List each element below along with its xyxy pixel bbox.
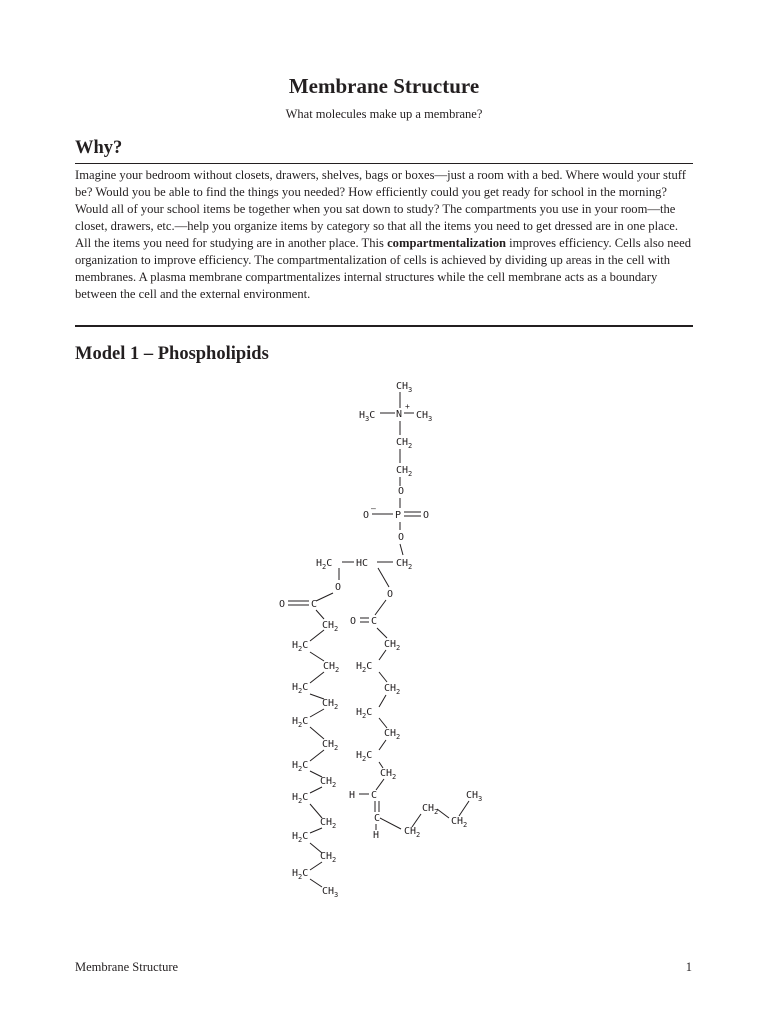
atom-label: $CH_3$ (466, 790, 483, 803)
atom-label: $H_2C$ (316, 558, 333, 571)
atom-label: O (335, 582, 342, 593)
atom-label: + (405, 402, 410, 411)
atom-label: $CH_2$ (380, 768, 397, 781)
section-divider (75, 325, 693, 327)
bond-line (310, 828, 322, 833)
why-text-end: improves efficiency. Cells also need organization to improve efficiency. The compartmentalization of cells is achieved by dividing up areas in the cell with membranes. A plasma membrane compartmentalizes internal structures while the cell membrane acts as a boundary between the cell and the external environment. (75, 236, 692, 301)
why-rule (75, 163, 693, 164)
bond-line (377, 628, 387, 638)
atom-label: O (387, 589, 394, 600)
footer-title: Membrane Structure (75, 960, 179, 974)
atom-label: O (398, 532, 405, 543)
atom-label: $CH_2$ (404, 826, 421, 839)
atom-label: $H_2C$ (292, 792, 309, 805)
bond-line (310, 709, 324, 717)
atom-label: $CH_2$ (320, 851, 337, 864)
atom-label: $H_2C$ (292, 682, 309, 695)
page-subtitle: What molecules make up a membrane? (285, 107, 483, 121)
atom-label: $H_2C$ (356, 750, 373, 763)
phospholipid-structure-diagram (260, 372, 510, 902)
atom-label: $H_2C$ (356, 661, 373, 674)
atom-label: O (350, 616, 357, 627)
bond-line (378, 568, 389, 587)
atom-label: O (363, 510, 370, 521)
bond-line (437, 809, 449, 818)
atom-label: $CH_2$ (451, 816, 468, 829)
atom-label: $CH_2$ (396, 465, 413, 478)
bond-line (310, 787, 322, 793)
atom-label: C (371, 790, 378, 801)
atom-label: N (396, 409, 403, 420)
bond-line (310, 727, 324, 739)
atom-label: $CH_2$ (384, 683, 401, 696)
bond-line (459, 801, 469, 816)
atom-label: H (373, 830, 380, 841)
bond-line (379, 650, 386, 660)
page-title: Membrane Structure (288, 74, 480, 98)
atom-label: $CH_2$ (384, 728, 401, 741)
atom-label: $H_2C$ (292, 831, 309, 844)
bond-line (379, 695, 386, 707)
bond-line (379, 718, 387, 728)
page-number: 1 (685, 960, 692, 974)
model1-heading: Model 1 – Phospholipids (75, 344, 269, 364)
atom-label: O (279, 599, 286, 610)
bond-line (310, 672, 324, 683)
atom-label: $H_2C$ (292, 716, 309, 729)
bond-line (310, 879, 322, 887)
bond-line (310, 862, 322, 870)
bond-line (380, 818, 401, 829)
bond-line (310, 630, 324, 641)
atom-label: $H_2C$ (356, 707, 373, 720)
atom-label: $CH_3$ (416, 410, 433, 423)
atom-label: $CH_2$ (422, 803, 439, 816)
atom-label: $CH_2$ (320, 817, 337, 830)
atom-label: C (311, 599, 318, 610)
atom-label: H (349, 790, 356, 801)
bond-line (379, 740, 386, 750)
bond-line (316, 593, 333, 601)
atom-label: – (371, 504, 376, 513)
why-text-keyword: compartmentalization (387, 236, 507, 250)
bond-line (310, 804, 322, 818)
diagram-atoms (279, 381, 482, 899)
atom-label: $CH_2$ (384, 639, 401, 652)
bond-line (310, 652, 324, 661)
why-heading: Why? (75, 138, 123, 158)
atom-label: O (423, 510, 430, 521)
bond-line (316, 610, 324, 619)
bond-line (310, 750, 324, 761)
atom-label: C (371, 616, 378, 627)
atom-label: $CH_2$ (320, 776, 337, 789)
atom-label: $H_2C$ (292, 640, 309, 653)
atom-label: $CH_2$ (396, 558, 413, 571)
atom-label: $CH_2$ (396, 437, 413, 450)
bond-line (400, 544, 403, 555)
atom-label: $CH_2$ (322, 620, 339, 633)
atom-label: $H_2C$ (292, 868, 309, 881)
bond-line (379, 672, 387, 682)
atom-label: $H_2C$ (292, 760, 309, 773)
atom-label: $CH_3$ (322, 886, 339, 899)
atom-label: $CH_2$ (323, 661, 340, 674)
bond-line (376, 779, 384, 790)
why-paragraph (75, 167, 695, 303)
atom-label: C (374, 813, 381, 824)
atom-label: P (395, 510, 402, 521)
atom-label: O (398, 486, 405, 497)
why-text-start: Imagine your bedroom without closets, drawers, shelves, bags or boxes—just a room with a bed. Where would your stuff be? Would you be able to find the things you needed? How efficiently could you get ready for school in the morning? Would all of your school items be together when you sat down to study? The compartments you use in your room—the closet, drawers, etc.—help you organize items by category so that all the items you need to get dressed are in one place. All the items you need for studying are in another place. This (75, 168, 686, 250)
atom-label: $H_3C$ (359, 410, 376, 423)
atom-label: $CH_2$ (322, 698, 339, 711)
bond-line (375, 600, 386, 615)
atom-label: $CH_2$ (322, 739, 339, 752)
atom-label: HC (356, 558, 369, 569)
atom-label: $CH_3$ (396, 381, 413, 394)
